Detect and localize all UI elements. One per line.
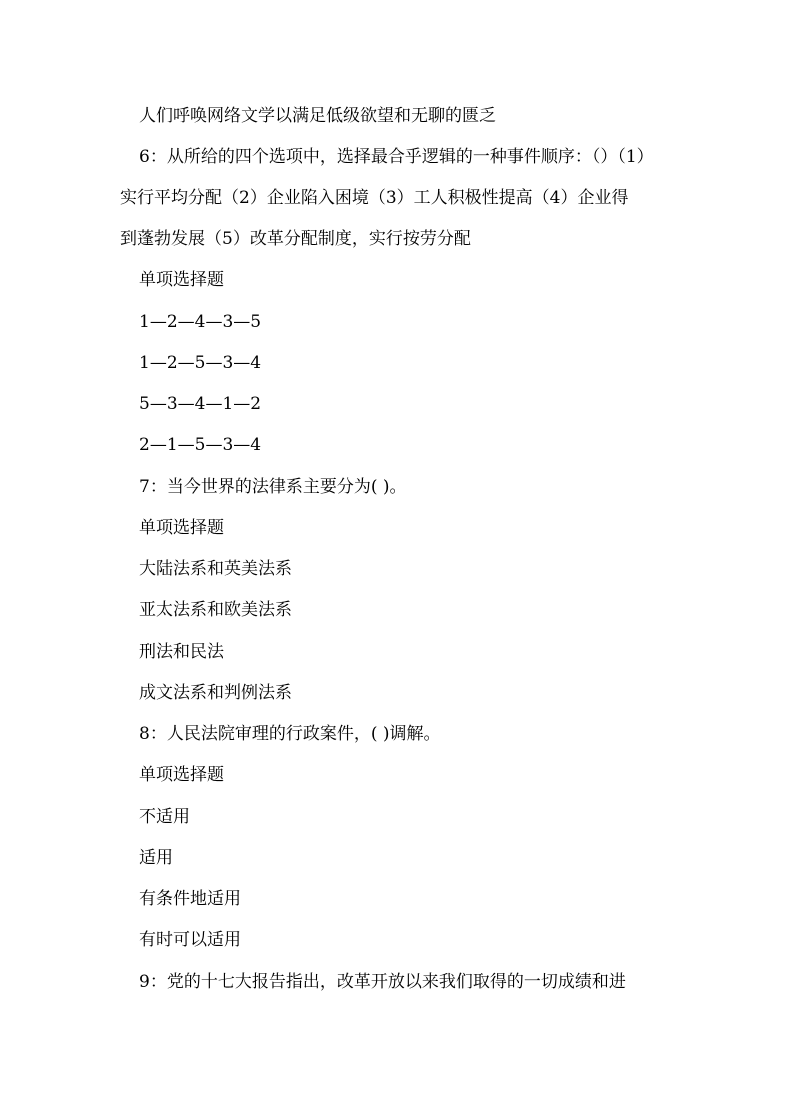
option-text: 1—2—4—3—5 <box>139 312 262 332</box>
question-7-text: 7：当今世界的法律系主要分为( )。 <box>139 477 407 497</box>
option-text: 成文法系和判例法系 <box>139 683 292 703</box>
option-text: 有条件地适用 <box>139 889 241 909</box>
question-8-text: 8：人民法院审理的行政案件，( )调解。 <box>139 724 441 744</box>
question-9-text: 9：党的十七大报告指出，改革开放以来我们取得的一切成绩和进 <box>139 972 626 992</box>
text-line: 到蓬勃发展（5）改革分配制度，实行按劳分配 <box>120 229 471 249</box>
question-type-label: 单项选择题 <box>139 765 224 785</box>
option-text: 适用 <box>139 848 173 868</box>
option-text: 有时可以适用 <box>139 930 241 950</box>
option-text: 不适用 <box>139 807 190 827</box>
text-line: 人们呼唤网络文学以满足低级欲望和无聊的匮乏 <box>139 106 496 126</box>
option-text: 亚太法系和欧美法系 <box>139 600 292 620</box>
option-text: 5—3—4—1—2 <box>139 394 262 414</box>
option-text: 2—1—5—3—4 <box>139 435 262 455</box>
option-text: 大陆法系和英美法系 <box>139 559 292 579</box>
option-text: 1—2—5—3—4 <box>139 353 262 373</box>
question-type-label: 单项选择题 <box>139 270 224 290</box>
question-6-text: 6：从所给的四个选项中，选择最合乎逻辑的一种事件顺序：（）（1） <box>139 147 654 167</box>
question-type-label: 单项选择题 <box>139 518 224 538</box>
text-line: 实行平均分配（2）企业陷入困境（3）工人积极性提高（4）企业得 <box>120 188 629 208</box>
option-text: 刑法和民法 <box>139 642 224 662</box>
